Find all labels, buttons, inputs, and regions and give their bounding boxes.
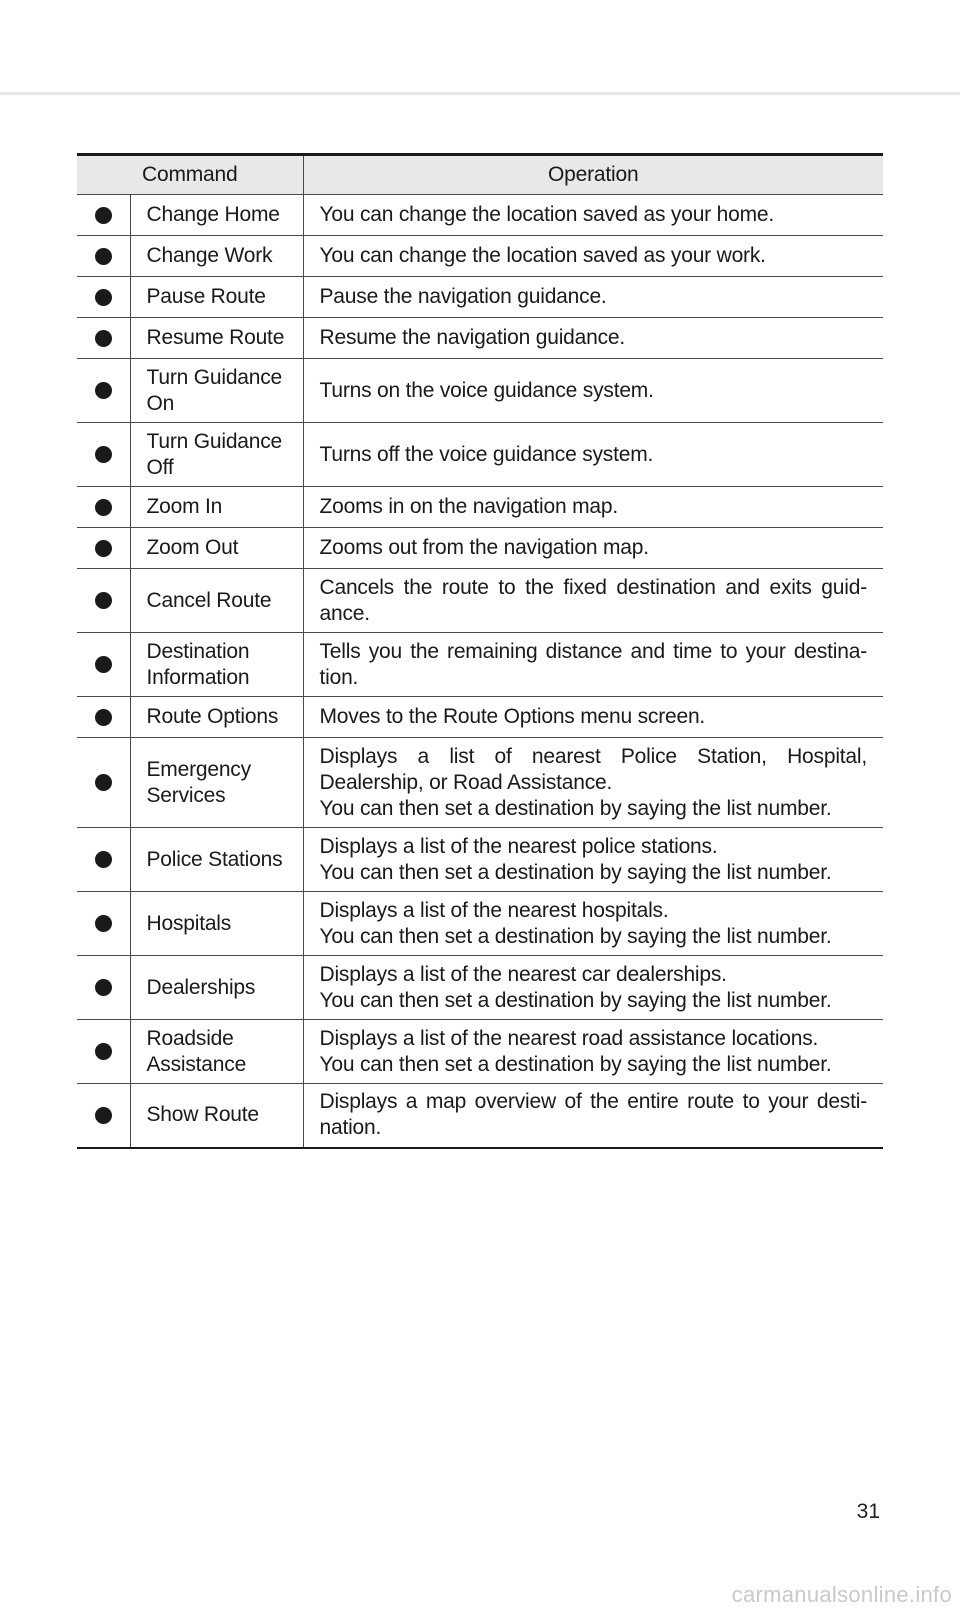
operation-text: You can then set a destination by saying the list number. [319, 1052, 832, 1076]
operation-text: nation. [319, 1116, 382, 1140]
command-text: Show Route [146, 1103, 259, 1127]
operation-text: You can then set a destination by saying the list number. [319, 796, 832, 820]
command-cell [130, 956, 303, 1020]
table-header-row [77, 155, 883, 195]
row-bullet [77, 487, 130, 528]
operation-cell [303, 195, 883, 236]
command-text: Police Stations [146, 847, 283, 871]
row-bullet [77, 423, 130, 487]
operation-text: tion. [319, 665, 359, 689]
command-cell [130, 697, 303, 738]
operation-cell [303, 892, 883, 956]
command-cell [130, 892, 303, 956]
command-cell [130, 236, 303, 277]
bullet-dot-icon [95, 979, 112, 996]
bullet-dot-icon [95, 774, 112, 791]
bullet-dot-icon [95, 207, 112, 224]
command-cell [130, 828, 303, 892]
table-row [77, 487, 883, 528]
operation-cell [303, 1020, 883, 1084]
operation-text: Displays a list of the nearest police stations. [319, 834, 718, 858]
row-bullet [77, 738, 130, 828]
voice-command-table [77, 153, 883, 1149]
command-cell [130, 1020, 303, 1084]
command-cell [130, 569, 303, 633]
table-row [77, 697, 883, 738]
command-cell [130, 318, 303, 359]
table-row [77, 1020, 883, 1084]
command-text: Destination [146, 639, 250, 663]
command-text: Information [146, 665, 250, 689]
operation-cell [303, 828, 883, 892]
bullet-dot-icon [95, 499, 112, 516]
operation-cell [303, 956, 883, 1020]
command-text: Change Work [146, 244, 273, 267]
bullet-dot-icon [95, 248, 112, 265]
row-bullet [77, 277, 130, 318]
bullet-dot-icon [95, 289, 112, 306]
bullet-dot-icon [95, 592, 112, 609]
operation-text: Resume the navigation guidance. [319, 326, 626, 349]
operation-text: Zooms out from the navigation map. [319, 536, 649, 559]
operation-text: Turns off the voice guidance system. [319, 442, 654, 466]
operation-text: Displays a list of the nearest hospitals. [319, 898, 669, 922]
table-row [77, 318, 883, 359]
row-bullet [77, 828, 130, 892]
command-text: Turn Guidance [146, 365, 283, 389]
row-bullet [77, 633, 130, 697]
command-cell [130, 738, 303, 828]
operation-cell [303, 236, 883, 277]
command-cell [130, 277, 303, 318]
command-text: Turn Guidance [146, 429, 283, 453]
operation-cell [303, 738, 883, 828]
table-row [77, 738, 883, 828]
command-cell [130, 487, 303, 528]
operation-text: Dealership, or Road Assistance. [319, 770, 613, 794]
operation-cell [303, 487, 883, 528]
row-bullet [77, 1084, 130, 1148]
operation-text: ance. [319, 601, 370, 625]
operation-text: You can then set a destination by saying the list number. [319, 988, 832, 1012]
row-bullet [77, 318, 130, 359]
command-text: Zoom In [146, 495, 223, 518]
table-row [77, 956, 883, 1020]
command-cell [130, 195, 303, 236]
operation-text: Displays a list of the nearest car dealerships. [319, 962, 727, 986]
bullet-dot-icon [95, 709, 112, 726]
operation-cell [303, 359, 883, 423]
bullet-dot-icon [95, 446, 112, 463]
operation-text: You can then set a destination by saying the list number. [319, 924, 832, 948]
bullet-dot-icon [95, 540, 112, 557]
operation-cell [303, 528, 883, 569]
table-row [77, 569, 883, 633]
command-cell [130, 528, 303, 569]
command-text: Roadside [146, 1026, 234, 1050]
bullet-dot-icon [95, 851, 112, 868]
operation-text: Displays a map overview of the entire route to your desti- [319, 1090, 867, 1114]
operation-cell [303, 633, 883, 697]
table-row [77, 359, 883, 423]
operation-cell [303, 423, 883, 487]
operation-text: You can then set a destination by saying the list number. [319, 860, 832, 884]
command-text: Services [146, 783, 226, 807]
command-text: Cancel Route [146, 588, 272, 612]
command-text: Dealerships [146, 975, 256, 999]
command-text: Zoom Out [146, 536, 239, 559]
bullet-dot-icon [95, 656, 112, 673]
operation-text: Pause the navigation guidance. [319, 285, 607, 308]
row-bullet [77, 528, 130, 569]
command-text: On [146, 391, 175, 415]
command-cell [130, 1084, 303, 1148]
bullet-dot-icon [95, 915, 112, 932]
operation-text: Zooms in on the navigation map. [319, 495, 618, 518]
command-text: Emergency [146, 757, 251, 781]
operation-cell [303, 1084, 883, 1148]
row-bullet [77, 956, 130, 1020]
operation-text: Displays a list of the nearest road assistance locations. [319, 1026, 819, 1050]
bullet-dot-icon [95, 330, 112, 347]
row-bullet [77, 697, 130, 738]
operation-text: Tells you the remaining distance and time to your destina- [319, 639, 867, 663]
command-text: Resume Route [146, 326, 285, 349]
row-bullet [77, 359, 130, 423]
row-bullet [77, 236, 130, 277]
command-text: Hospitals [146, 911, 232, 935]
table-row [77, 828, 883, 892]
operation-column-header: Operation [303, 155, 883, 195]
operation-cell [303, 277, 883, 318]
table-row [77, 892, 883, 956]
header-rule [0, 92, 960, 95]
row-bullet [77, 569, 130, 633]
bullet-dot-icon [95, 1043, 112, 1060]
command-cell [130, 423, 303, 487]
watermark: carmanualsonline.info [731, 1582, 952, 1607]
table-row [77, 236, 883, 277]
table-row [77, 1084, 883, 1148]
command-text: Route Options [146, 705, 279, 728]
page-number: 31 [856, 1500, 880, 1523]
bullet-dot-icon [95, 1107, 112, 1124]
row-bullet [77, 1020, 130, 1084]
bullet-dot-icon [95, 382, 112, 399]
operation-cell [303, 697, 883, 738]
command-text: Change Home [146, 203, 280, 226]
operation-text: You can change the location saved as your home. [319, 203, 774, 226]
row-bullet [77, 892, 130, 956]
command-text: Pause Route [146, 285, 266, 308]
table-row [77, 423, 883, 487]
operation-text: Displays a list of nearest Police Station, Hospital, [319, 744, 867, 768]
table-row [77, 277, 883, 318]
operation-text: You can change the location saved as your work. [319, 244, 766, 267]
table-row [77, 195, 883, 236]
operation-text: Moves to the Route Options menu screen. [319, 705, 706, 728]
command-cell [130, 359, 303, 423]
table-row [77, 528, 883, 569]
table-row [77, 633, 883, 697]
command-cell [130, 633, 303, 697]
operation-text: Cancels the route to the fixed destination and exits guid- [319, 575, 867, 599]
operation-cell [303, 569, 883, 633]
command-text: Assistance [146, 1052, 247, 1076]
row-bullet [77, 195, 130, 236]
command-column-header: Command [77, 155, 303, 195]
command-text: Off [146, 455, 174, 479]
operation-text: Turns on the voice guidance system. [319, 378, 654, 402]
operation-cell [303, 318, 883, 359]
